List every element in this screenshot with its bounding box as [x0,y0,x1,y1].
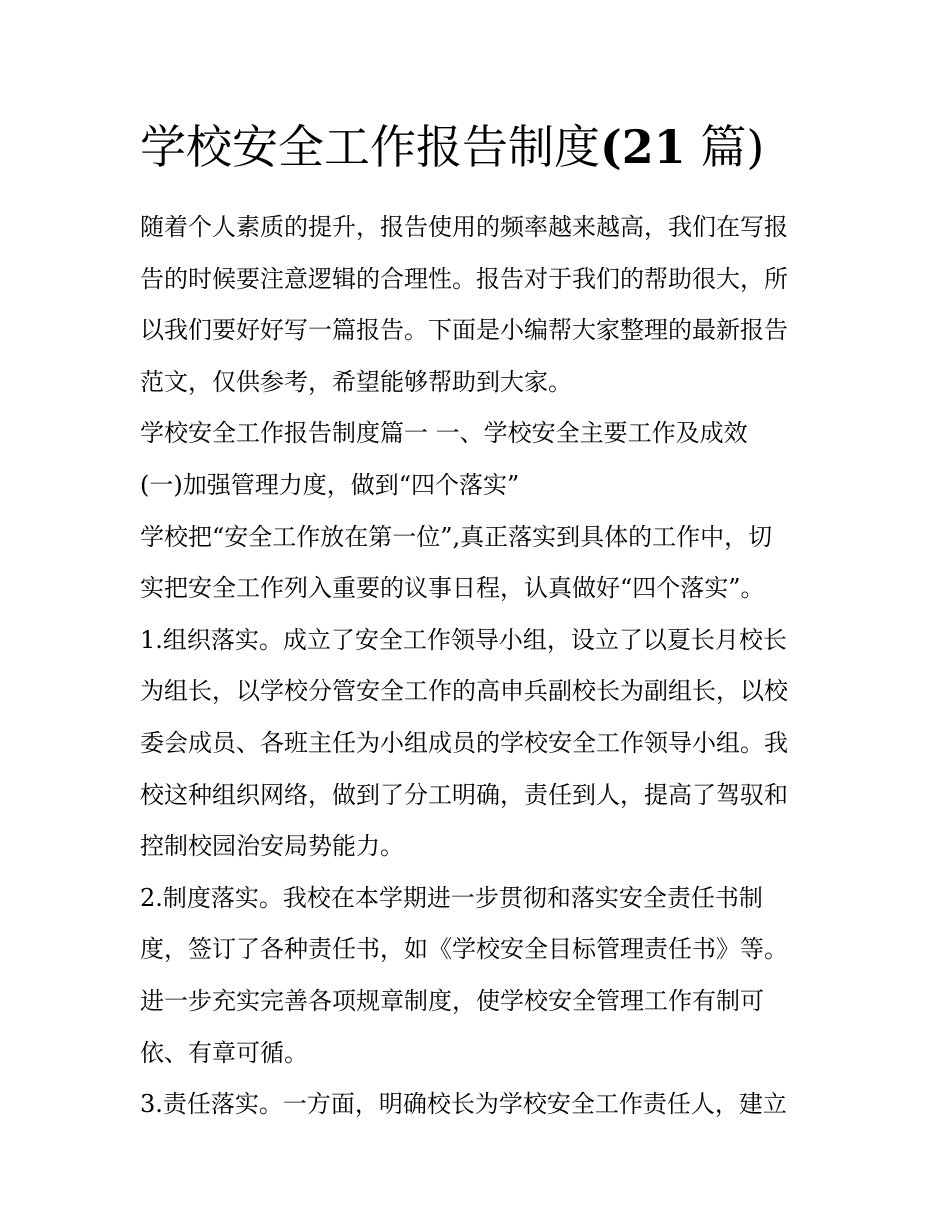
body-line: 进一步充实完善各项规章制度，使学校安全管理工作有制可 [140,986,764,1015]
body-line: 实把安全工作列入重要的议事日程，认真做好“四个落实”。 [140,574,765,603]
body-line: 委会成员、各班主任为小组成员的学校安全工作领导小组。我 [140,728,788,757]
body-line: 告的时候要注意逻辑的合理性。报告对于我们的帮助很大，所 [140,264,788,293]
body-line: 范文，仅供参考，希望能够帮助到大家。 [140,367,572,396]
title-suffix: 篇) [685,120,765,174]
body-line: 3.责任落实。一方面，明确校长为学校安全工作责任人，建立 [140,1090,787,1119]
body-line: 随着个人素质的提升，报告使用的频率越来越高，我们在写报 [140,213,788,241]
document-body [140,202,820,1131]
body-line: 以我们要好好写一篇报告。下面是小编帮大家整理的最新报告 [140,316,788,345]
body-line: 校这种组织网络，做到了分工明确，责任到人，提高了驾驭和 [140,780,788,809]
body-line: 控制校园治安局势能力。 [140,832,404,861]
body-line: 度，签订了各种责任书，如《学校安全目标管理责任书》等。 [140,935,788,964]
body-line: 为组长，以学校分管安全工作的高申兵副校长为副组长，以校 [140,677,788,706]
title-prefix: 学校安全工作报告制度 [140,120,600,174]
body-line: 2.制度落实。我校在本学期进一步贯彻和落实安全责任书制 [140,883,763,912]
body-line: 1.组织落实。成立了安全工作领导小组，设立了以夏长月校长 [140,625,787,654]
body-line: 依、有章可循。 [140,1038,308,1067]
subsection-heading-line: (一)加强管理力度，做到“四个落实” [140,470,520,499]
document-title [140,112,860,182]
body-line: 学校把“安全工作放在第一位”,真正落实到具体的工作中，切 [140,522,773,551]
section-heading-line: 学校安全工作报告制度篇一 一、学校安全主要工作及成效 [140,419,748,448]
title-number: (21 [600,120,686,174]
